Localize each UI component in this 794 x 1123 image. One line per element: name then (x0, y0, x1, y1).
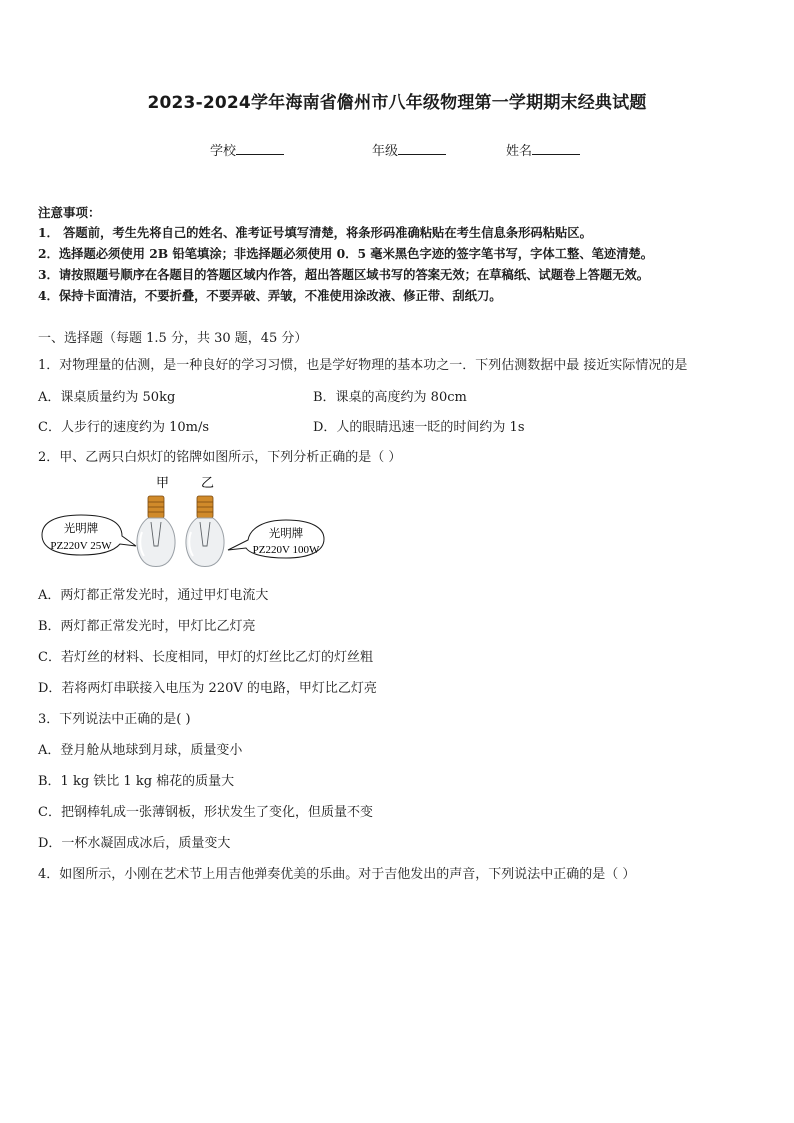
question-1-stem: 1．对物理量的估测，是一种良好的学习习惯，也是学好物理的基本功之一．下列估测数据中最 接近实际情况的是 (38, 358, 688, 373)
grade-blank (398, 142, 446, 155)
question-4-stem: 4．如图所示，小刚在艺术节上用吉他弹奏优美的乐曲。对于吉他发出的声音，下列说法中正确的是（ ） (38, 867, 636, 882)
nameplate-yi-rating: PZ220V 100W (252, 544, 320, 556)
question-3-option-a: A．登月舱从地球到月球，质量变小 (38, 743, 243, 758)
question-3-option-b: B．1 kg 铁比 1 kg 棉花的质量大 (38, 774, 235, 789)
question-3-option-c: C．把钢棒轧成一张薄钢板，形状发生了变化，但质量不变 (38, 805, 373, 820)
section-heading: 一、选择题（每题 1.5 分，共 30 题，45 分） (38, 331, 308, 346)
notice-heading: 注意事项： (38, 205, 101, 220)
bulb-yi-label: 乙 (201, 475, 215, 490)
question-3-stem: 3．下列说法中正确的是( ) (38, 712, 191, 727)
question-1-option-b: B．课桌的高度约为 80cm (313, 390, 467, 405)
question-2-stem: 2．甲、乙两只白炽灯的铭牌如图所示，下列分析正确的是（ ） (38, 450, 402, 465)
name-blank (532, 142, 580, 155)
nameplate-jia-rating: PZ220V 25W (50, 540, 112, 552)
question-2-option-b: B．两灯都正常发光时，甲灯比乙灯亮 (38, 619, 256, 634)
question-2-option-d: D．若将两灯串联接入电压为 220V 的电路，甲灯比乙灯亮 (38, 681, 377, 696)
nameplate-yi-bubble (228, 520, 324, 558)
question-1-option-c: C．人步行的速度约为 10m/s (38, 420, 209, 435)
bulb-nameplate-figure (38, 470, 338, 580)
bulb-jia-label: 甲 (156, 475, 170, 490)
notice-item: 2．选择题必须使用 2B 铅笔填涂；非选择题必须使用 0．5 毫米黑色字迹的签字笔书写，字体工整、笔迹清楚。 (38, 246, 654, 261)
school-blank (236, 142, 284, 155)
bulb-jia-icon (137, 496, 175, 567)
nameplate-yi-brand: 光明牌 (268, 528, 304, 540)
question-2-option-c: C．若灯丝的材料、长度相同，甲灯的灯丝比乙灯的灯丝粗 (38, 650, 373, 665)
notice-item: 1． 答题前，考生先将自己的姓名、准考证号填写清楚，将条形码准确粘贴在考生信息条形码粘贴区。 (38, 225, 592, 240)
nameplate-jia-bubble (42, 515, 136, 555)
nameplate-jia-brand: 光明牌 (63, 523, 99, 535)
notice-item: 3．请按照题号顺序在各题目的答题区域内作答，超出答题区域书写的答案无效；在草稿纸、试题卷上答题无效。 (38, 267, 650, 282)
school-field (210, 140, 284, 159)
exam-title: 2023-2024学年海南省儋州市八年级物理第一学期期末经典试题 (147, 93, 647, 113)
grade-field (372, 140, 446, 159)
question-1-option-a: A．课桌质量约为 50kg (38, 390, 176, 405)
name-label: 姓名 (506, 144, 533, 159)
notice-item: 4．保持卡面清洁，不要折叠，不要弄破、弄皱，不准使用涂改液、修正带、刮纸刀。 (38, 288, 502, 303)
grade-label: 年级 (372, 144, 399, 159)
question-2-option-a: A．两灯都正常发光时，通过甲灯电流大 (38, 588, 269, 603)
name-field (506, 140, 580, 159)
bulb-yi-icon (186, 496, 224, 567)
question-1-option-d: D．人的眼睛迅速一眨的时间约为 1s (313, 420, 525, 435)
question-3-option-d: D．一杯水凝固成冰后，质量变大 (38, 836, 231, 851)
school-label: 学校 (210, 144, 237, 159)
